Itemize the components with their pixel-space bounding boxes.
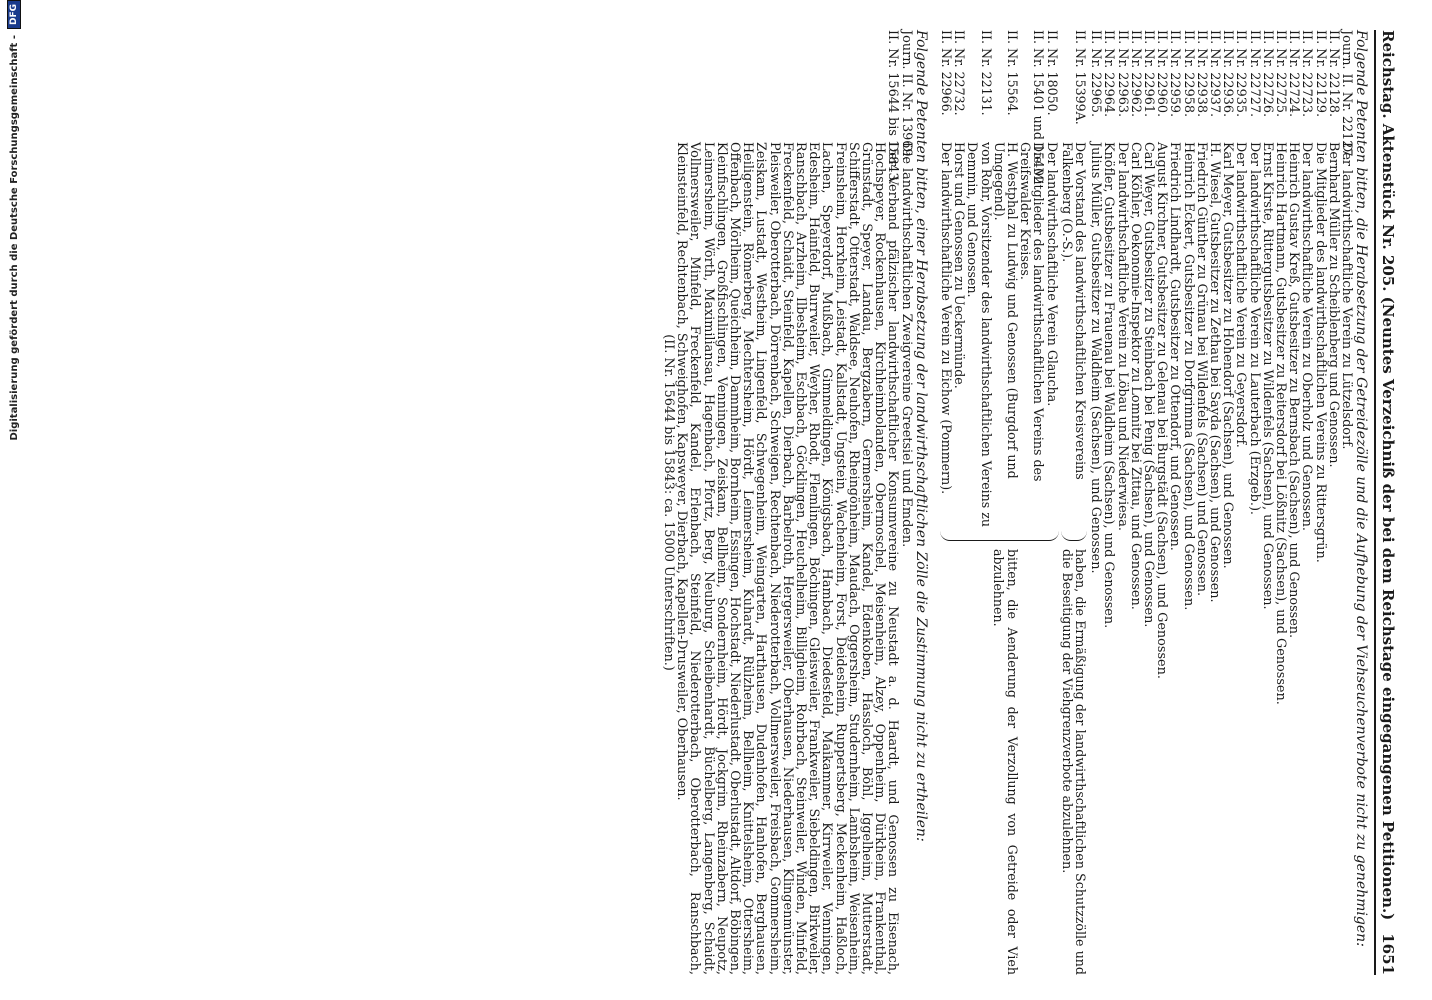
journal-ref: II. Nr. 22131. (978, 30, 994, 116)
group-b (940, 30, 1059, 975)
petitioner: Die Mitglieder des landwirthschaftlichen Vereins des Greifswalder Kreises. (1018, 142, 1047, 482)
signature-count: (II. Nr. 15644 bis 15843: ca. 15000 Unterschriften.) (661, 334, 677, 671)
petition-entry (900, 30, 913, 975)
petition-entry (1221, 30, 1234, 975)
section1-heading: Folgende Petenten bitten, die Herabsetzung der Getreidezölle und die Aufhebung der Viehseuchenverbote nicht zu genehmigen: (1353, 30, 1369, 947)
journal-ref: II. Nr. 22723. (1299, 30, 1315, 118)
petition-entry (1142, 30, 1155, 975)
petitioner: Carl Weyer, Gutsbesitzer zu Steinbach bei Penig (Sachsen), und Genossen. (1140, 142, 1156, 628)
petitioner: Heinrich Hartmann, Gutsbesitzer zu Reitersdorf bei Lößnitz (Sachsen), und Genossen. (1272, 142, 1288, 705)
petition-entry (1129, 30, 1142, 975)
journal-ref: II. Nr. 22958. (1180, 30, 1196, 118)
petitioner: Carl Köhler, Oekonomie-Inspektor zu Lomnitz bei Zittau, und Genossen. (1127, 142, 1143, 610)
petitioner: Der landwirthschaftliche Verein zu Lauterbach (Erzgeb.). (1246, 142, 1262, 516)
journal-ref: II. Nr. 15401 und 15402 (1031, 30, 1047, 185)
petition-entry (953, 30, 966, 528)
petitioner: Der landwirthschaftliche Verein zu Eichow (Pommern). (938, 142, 954, 495)
petition-entry (1208, 30, 1221, 975)
petitioner: Julius Müller, Gutsbesitzer zu Waldheim (Sachsen), und Genossen. (1088, 142, 1104, 574)
petition-entry (1155, 30, 1168, 975)
journal-ref: II. Nr. 22726. (1259, 30, 1275, 118)
journal-ref: II. Nr. 22964. (1101, 30, 1117, 118)
journal-ref: II. Nr. 22128. (1325, 30, 1341, 118)
petition-entry (966, 30, 992, 528)
petition-entry (1274, 30, 1287, 975)
group-b-request: bitten, die Aenderung der Verzollung von Getreide oder Vieh abzulehnen. (991, 549, 1020, 975)
group-b-left (940, 30, 1059, 528)
petitioner: Knöfler, Gutsbesitzer zu Frauenau bei Waldheim (Sachsen), und Genossen. (1101, 142, 1117, 629)
group-a-left (1061, 30, 1087, 528)
journal-ref: II. Nr. 15399A. (1072, 30, 1088, 125)
footer-text: Digitalisierung gefördert durch die Deutsche Forschungsgemeinschaft - (8, 35, 20, 441)
document-body (661, 30, 1397, 975)
petitioner: H. Wiesel, Gutsbesitzer zu Zethau bei Sayda (Sachsen), und Genossen. (1206, 142, 1222, 603)
section1-petition-list (1089, 30, 1353, 975)
group-a-request: haben, die Ermäßigung der landwirthschaftlichen Schutzzölle und die Beseitigung der Viehgrenzverbote abzulehnen. (1059, 549, 1088, 975)
journal-ref: Journ. II. Nr. 13969. (898, 30, 914, 161)
petition-entry (1019, 30, 1045, 528)
petitioner: Der landwirthschaftliche Verein zu Lützelsdorf. (1339, 142, 1354, 450)
journal-ref: II. Nr. 15644 bis 15843. (885, 30, 901, 185)
digitization-footer (1, 0, 27, 1000)
petition-entry (675, 30, 899, 975)
petitioner: von Rohr, Vorsitzender des landwirthschaftlichen Vereins zu Demmin, und Genossen. (965, 142, 994, 528)
page-header (1374, 30, 1397, 975)
petition-entry (1313, 30, 1326, 975)
petition-entry (1247, 30, 1260, 975)
journal-ref: II. Nr. 22963. (1114, 30, 1130, 118)
petition-entry (1261, 30, 1274, 975)
petitioner: H. Westphal zu Ludwig und Genossen (Burgdorf und Umgegend). (991, 142, 1020, 479)
petition-entry (1234, 30, 1247, 975)
petition-entry (1300, 30, 1313, 975)
petitioner: Der Verband pfälzischer landwirthschaftlicher Konsumvereine zu Neustadt a. d. Haardt, und Genossen zu Eisenach, Hochspeyer, Rockenhausen, Kirchheimbolanden, Obermoschel, Meisenheim, Alzey, Oppenheim, Dürkheim, Frankenthal, Grünstadt, Speyer, Landau, Bergzabern, Germersheim, Kandel, Edenkoben, Hassloch, Böhl, Iggelheim, Mutterstadt, Schifferstadt, Otterstadt, Waldsee, Neuhofen, Rheingönheim, Maudach, Oggersheim, Studernheim, Lambsheim, Weisenheim, Freinsheim, Herxheim, Leistadt, Kallstadt, Ungstein, Wachenheim, Forst, Deidesheim, Ruppertsberg, Meckenheim, Haßloch, Lachen, Speyerdorf, Mußbach, Gimmeldingen, Königsbach, Hambach, Diedesfeld, Maikammer, Kirrweiler, Venningen, Edesheim, Hainfeld, Burrweiler, Weyher, Rhodt, Flemlingen, Böchingen, Gleisweiler, Frankweiler, Siebeldingen, Birkweiler, Ranschbach, Arzheim, Ilbesheim, Eschbach, Göcklingen, Heuchelheim, Billigheim, Rohrbach, Steinweiler, Winden, Minfeld, Freckenfeld, Schaidt, Steinfeld, Kapellen, Dierbach, Barbelroth, Hergersweiler, Oberhausen, Niederhausen, Klingenmünster, Pleisweiler, Oberotterbach, Dörrenbach, Schweigen, Rechtenbach, Niederotterbach, Vollmersweiler, Freisbach, Gommersheim, Zeiskam, Lustadt, Westheim, Lingenfeld, Schwegenheim, Weingarten, Harthausen, Dudenhofen, Hanhofen, Berghausen, Heiligenstein, Römerberg, Mechtersheim, Hördt, Leimersheim, Kuhardt, Rülzheim, Bellheim, Knittelsheim, Ottersheim, Offenbach, Mörlheim, Queichheim, Dammheim, Bornheim, Essingen, Hochstadt, Niederlustadt, Oberlustadt, Altdorf, Böbingen, Kleinfischlingen, Großfischlingen, Venningen, Zeiskam, Bellheim, Sondernheim, Hördt, Jockgrim, Rheinzabern, Neupotz, Leimersheim, Wörth, Maximiliansau, Hagenbach, Pfortz, Berg, Neuburg, Scheibenhardt, Büchelberg, Langenberg, Schaidt, Vollmersweiler, Minfeld, Freckenfeld, Kandel, Erlenbach, Steinfeld, Niederotterbach, Oberotterbach, Ranschbach, Kleinsteinfeld, Rechtenbach, Schweighofen, Kapsweyer, Dierbach, Kapellen-Drusweiler, Oberhausen. (674, 142, 901, 975)
petition-entry (940, 30, 953, 528)
petition-entry (1102, 30, 1115, 975)
petitioner: Heinrich Eckert, Gutsbesitzer zu Dorfgrimma (Sachsen), und Genossen. (1180, 142, 1196, 611)
journal-ref: II. Nr. 22938. (1193, 30, 1209, 118)
journal-ref: II. Nr. 22936. (1220, 30, 1236, 118)
petitioner: Der landwirthschaftliche Verein zu Oberholz und Genossen. (1299, 142, 1315, 531)
petitioner: Heinrich Gustav Kreß, Gutsbesitzer zu Bernsbach (Sachsen), und Genossen. (1286, 142, 1302, 639)
petitioner: Die landwirthschaftlichen Zweigvereine Greetsiel und Emden. (898, 142, 914, 548)
petitioner: Karl Meyer, Gutsbesitzer zu Hohendorf (Sachsen), und Genossen. (1220, 142, 1236, 569)
group-a-brace (1061, 528, 1087, 541)
petition-entry (1327, 30, 1340, 975)
petition-entry (1115, 30, 1128, 975)
petition-entry (1168, 30, 1181, 975)
journal-ref: II. Nr. 22129. (1312, 30, 1328, 118)
petitioner: August Kirchner, Gutsbesitzer zu Gelenau bei Burgstädt (Sachsen), und Genossen. (1154, 142, 1170, 679)
page-number: 1651 (1379, 933, 1397, 975)
group-b-brace (940, 528, 1059, 541)
section2-heading: Folgende Petenten bitten, einer Herabsetzung der landwirthschaftlichen Zölle die Zustimmung nicht zu ertheilen: (912, 30, 929, 842)
petition-entry (1181, 30, 1194, 975)
petitioner: Bernhard Müller zu Scheiblenberg und Genossen. (1325, 142, 1341, 468)
petitioner: Der landwirthschaftliche Verein zu Löbau und Niederwiesa. (1114, 142, 1130, 531)
section2-petition-list (675, 30, 913, 975)
petitioner: Friedrich Günther zu Grünau bei Wildenfels (Sachsen) und Genossen. (1193, 142, 1209, 597)
journal-ref: II. Nr. 22960. (1154, 30, 1170, 118)
journal-ref: Journ. II. Nr. 22127. (1339, 30, 1354, 161)
journal-ref: II. Nr. 22732. (952, 30, 968, 116)
journal-ref: II. Nr. 22727. (1246, 30, 1262, 118)
petitioner: Der landwirthschaftliche Verein Glaucha. (1044, 142, 1060, 407)
petition-entry (1045, 30, 1058, 528)
dfg-logo: DFG (7, 0, 21, 29)
petitioner: Der Vorstand des landwirthschaftlichen Kreisvereins Falkenberg (O.-S.). (1059, 142, 1088, 480)
petitioner: Horst und Genossen zu Ueckermünde. (952, 142, 968, 389)
petitioner: Der landwirthschaftliche Verein zu Geyersdorf. (1233, 142, 1249, 448)
petition-entry (993, 30, 1019, 528)
running-title: Reichstag. Aktenstück Nr. 205. (Neuntes Verzeichniß der bei dem Reichstage eingegangenen Petitionen.) (1379, 30, 1397, 921)
group-a-entry (1061, 30, 1087, 528)
group-a (1061, 30, 1087, 975)
journal-ref: II. Nr. 22959. (1167, 30, 1183, 118)
journal-ref: II. Nr. 18050. (1044, 30, 1060, 116)
journal-ref: II. Nr. 22724. (1286, 30, 1302, 118)
journal-ref: II. Nr. 22965. (1088, 30, 1104, 118)
journal-ref: II. Nr. 22961. (1140, 30, 1156, 118)
petitioner: Friedrich Lindhardt, Gutsbesitzer zu Ottendorf, und Genossen. (1167, 142, 1183, 551)
petitioner: Ernst Kirste, Rittergutsbesitzer zu Wildenfels (Sachsen), und Genossen. (1259, 142, 1275, 610)
journal-ref: II. Nr. 22937. (1206, 30, 1222, 118)
journal-ref: II. Nr. 22962. (1127, 30, 1143, 118)
petition-entry (1195, 30, 1208, 975)
petitioner: Die Mitglieder des landwirthschaftlichen Vereins zu Rittersgrün. (1312, 142, 1328, 563)
journal-ref: II. Nr. 15564. (1004, 30, 1020, 116)
journal-ref: II. Nr. 22725. (1272, 30, 1288, 118)
petition-entry (1340, 30, 1353, 975)
petition-entry (1287, 30, 1300, 975)
petition-entry (1089, 30, 1102, 975)
journal-ref: II. Nr. 22966. (938, 30, 954, 116)
journal-ref: II. Nr. 22935. (1233, 30, 1249, 118)
